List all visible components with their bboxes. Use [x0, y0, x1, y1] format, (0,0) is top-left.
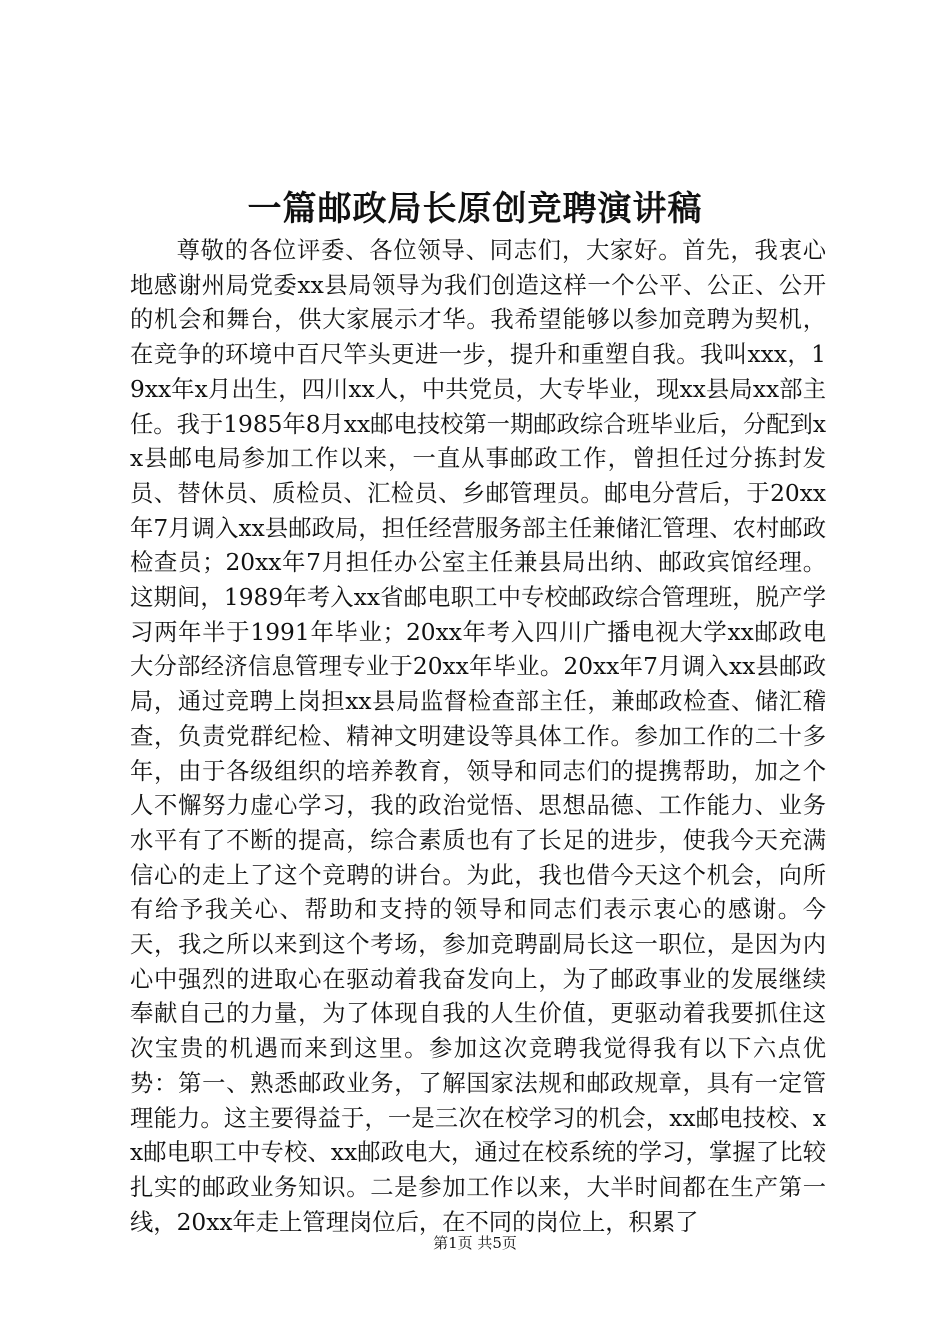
page-footer: 第1页 共5页 [433, 1234, 517, 1252]
document-title: 一篇邮政局长原创竞聘演讲稿 [247, 189, 703, 229]
document-body-paragraph: 尊敬的各位评委、各位领导、同志们，大家好。首先，我衷心地感谢州局党委xx县局领导为我们创造这样一个公平、公正、公开的机会和舞台，供大家展示才华。我希望能够以参加竞聘为契机，在竞争的环境中百尺竿头更进一步，提升和重塑自我。我叫xxx，19xx年x月出生，四川xx人，中共党员，大专毕业，现xx县局xx部主任。我于1985年8月xx邮电技校第一期邮政综合班毕业后，分配到xx县邮电局参加工作以来，一直从事邮政工作，曾担任过分拣封发员、替休员、质检员、汇检员、乡邮管理员。邮电分营后，于20xx年7月调入xx县邮政局，担任经营服务部主任兼储汇管理、农村邮政检查员；20xx年7月担任办公室主任兼县局出纳、邮政宾馆经理。这期间，1989年考入xx省邮电职工中专校邮政综合管理班，脱产学习两年半于1991年毕业；20xx年考入四川广播电视大学xx邮政电大分部经济信息管理专业于20xx年毕业。20xx年7月调入xx县邮政局，通过竞聘上岗担xx县局监督检查部主任，兼邮政检查、储汇稽查，负责党群纪检、精神文明建设等具体工作。参加工作的二十多年，由于各级组织的培养教育，领导和同志们的提携帮助，加之个人不懈努力虚心学习，我的政治觉悟、思想品德、工作能力、业务水平有了不断的提高，综合素质也有了长足的进步，使我今天充满信心的走上了这个竞聘的讲台。为此，我也借今天这个机会，向所有给予我关心、帮助和支持的领导和同志们表示衷心的感谢。今天，我之所以来到这个考场，参加竞聘副局长这一职位，是因为内心中强烈的进取心在驱动着我奋发向上，为了邮政事业的发展继续奉献自己的力量，为了体现自我的人生价值，更驱动着我要抓住这次宝贵的机遇而来到这里。参加这次竞聘我觉得我有以下六点优势：第一、熟悉邮政业务，了解国家法规和邮政规章，具有一定管理能力。这主要得益于，一是三次在校学习的机会，xx邮电技校、xx邮电职工中专校、xx邮政电大，通过在校系统的学习，掌握了比较扎实的邮政业务知识。二是参加工作以来，大半时间都在生产第一线，20xx年走上管理岗位后，在不同的岗位上，积累了 [130, 237, 826, 1236]
